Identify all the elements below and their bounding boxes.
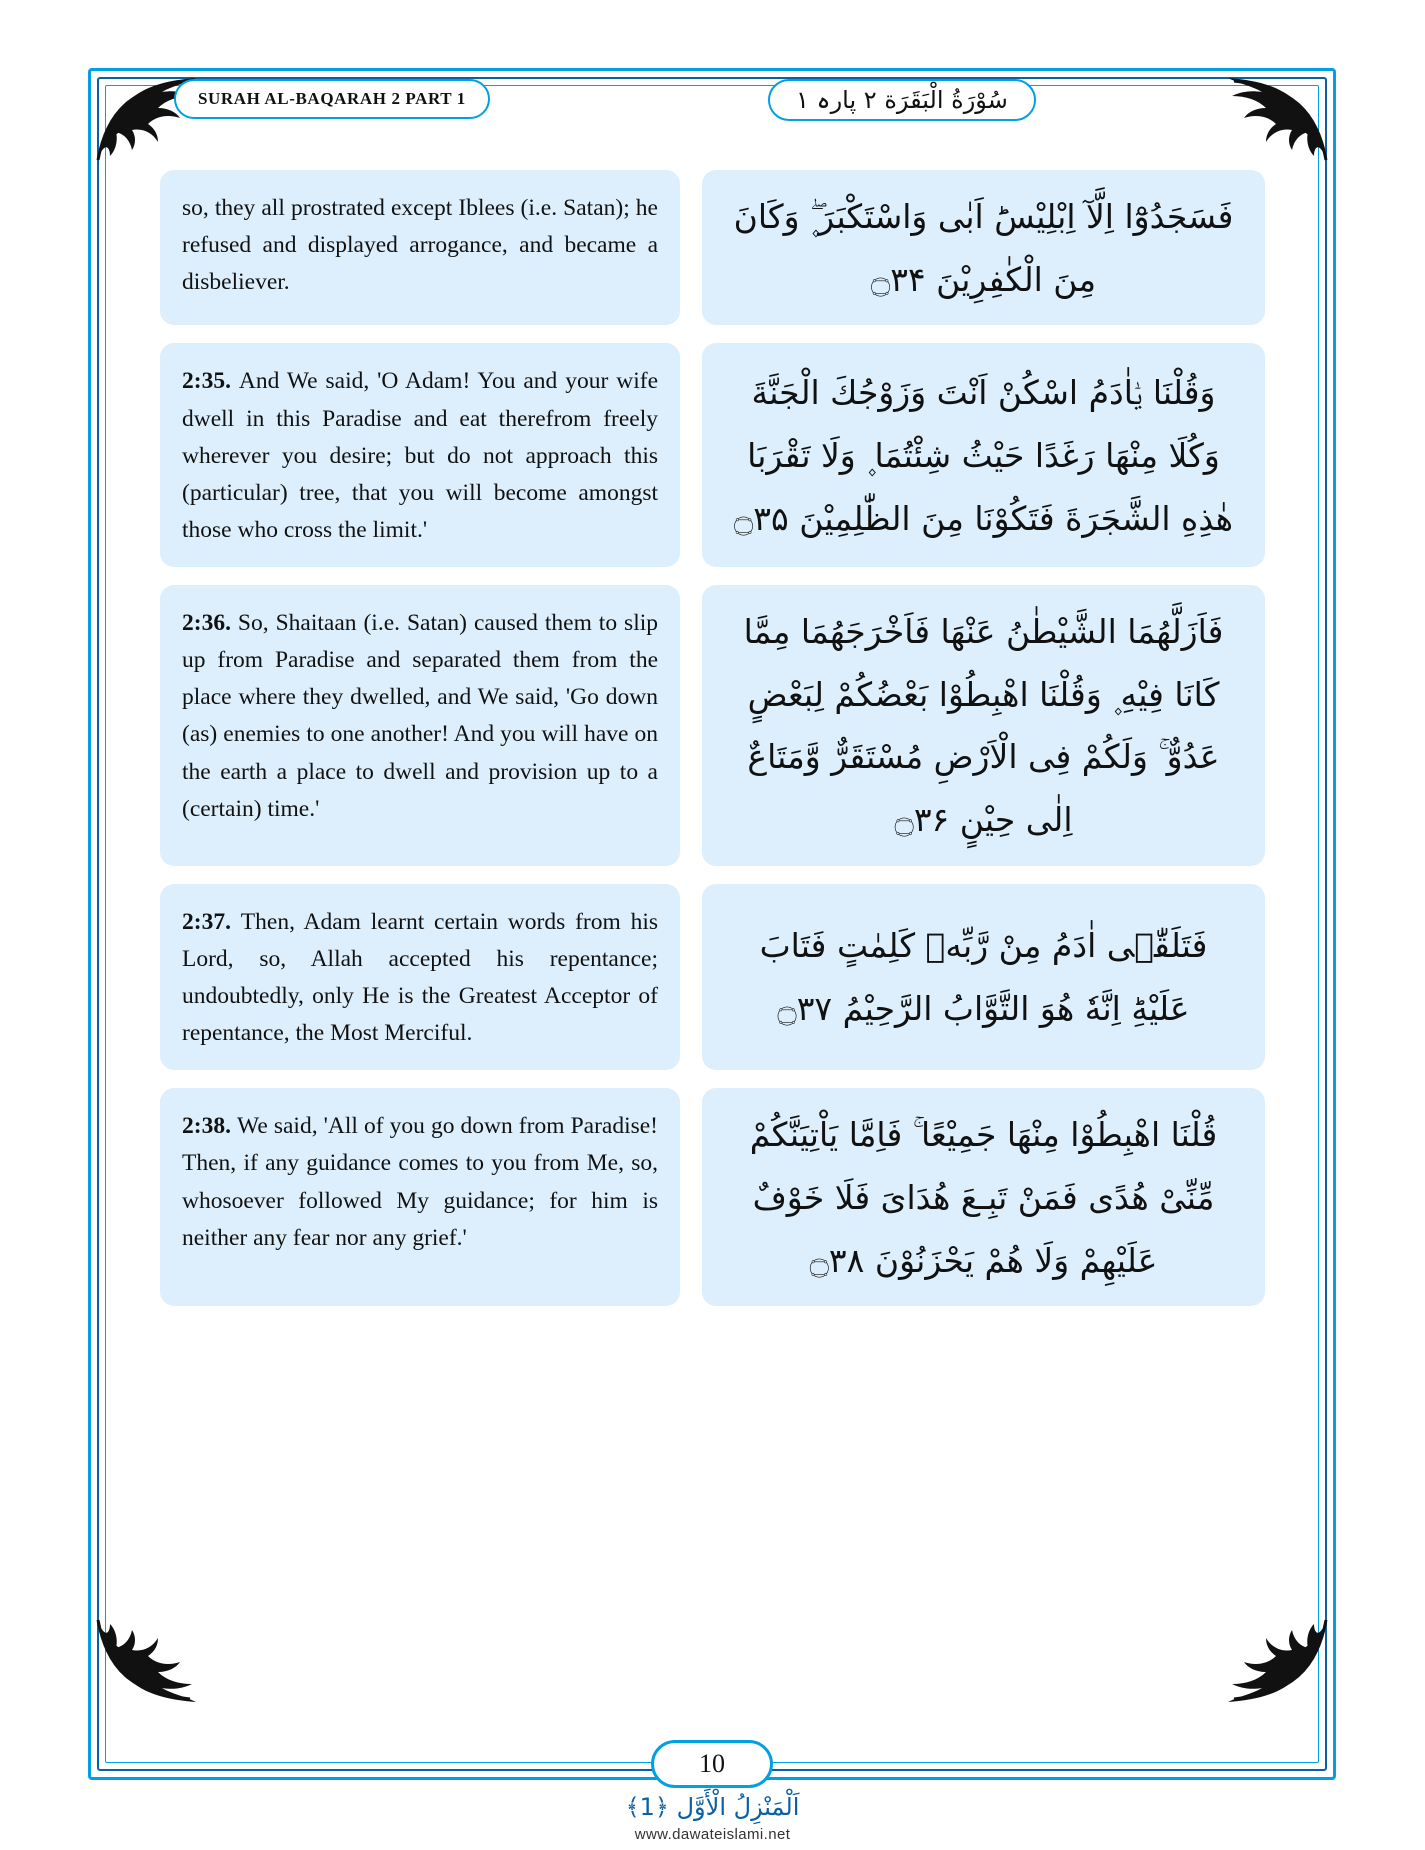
verse-translation-cell [160, 170, 680, 325]
verse-row [160, 343, 1265, 567]
verse-arabic-text: فَسَجَدُوْٓا اِلَّآ اِبْلِیْسَؕ اَبٰى وَاسْتَكْبَرَ ۪ۖ وَكَانَ مِنَ الْكٰفِرِیْنَ ۝۳۴ [733, 197, 1234, 299]
verse-translation-cell [160, 1088, 680, 1306]
verse-translation-text: Then, Adam learnt certain words from his Lord, so, Allah accepted his repentance; undoubtedly, only He is the Greatest Acceptor of repentance, the Most Merciful. [182, 908, 658, 1047]
verse-arabic-cell [702, 343, 1265, 567]
verse-arabic-text: فَاَزَلَّهُمَا الشَّیْطٰنُ عَنْهَا فَاَخْرَجَهُمَا مِمَّا كَانَا فِیْهِ ۪ وَقُلْنَا اهْبِطُوْا بَعْضُكُمْ لِبَعْضٍ عَدُوٌّ ۚ وَلَكُمْ فِی الْاَرْضِ مُسْتَقَرٌّ وَّمَتَاعٌ اِلٰى حِیْنٍ ۝۳۶ [743, 612, 1224, 840]
page-number-badge [651, 1740, 773, 1788]
verse-number-label: 2:36. [182, 610, 238, 636]
verse-translation-cell [160, 884, 680, 1071]
verse-row [160, 1088, 1265, 1306]
verse-arabic-cell [702, 170, 1265, 325]
verse-row [160, 884, 1265, 1071]
surah-title-tab-arabic [768, 79, 1036, 121]
page-number: 10 [699, 1749, 725, 1778]
verse-arabic-cell [702, 884, 1265, 1071]
verse-list [160, 170, 1265, 1306]
verse-translation-text: so, they all prostrated except Iblees (i.e. Satan); he refused and displayed arrogance, and became a disbeliever. [182, 195, 658, 296]
verse-arabic-text: قُلْنَا اهْبِطُوْا مِنْهَا جَمِیْعًا ۚ فَاِمَّا یَاْتِیَنَّكُمْ مِّنِّیْ هُدًى فَمَنْ تَبِـعَ هُدَاىَ فَلَا خَوْفٌ عَلَیْهِمْ وَلَا هُمْ یَحْزَنُوْنَ ۝۳۸ [749, 1115, 1218, 1280]
verse-number-label: 2:38. [182, 1113, 238, 1140]
verse-arabic-cell [702, 585, 1265, 866]
verse-arabic-text: وَقُلْنَا یٰۤاٰدَمُ اسْكُنْ اَنْتَ وَزَوْجُكَ الْجَنَّةَ وَكُلَا مِنْهَا رَغَدًا حَیْثُ شِئْتُمَا ۪ وَلَا تَقْرَبَا هٰذِهِ الشَّجَرَةَ فَتَكُوْنَا مِنَ الظّٰلِمِیْنَ ۝۳۵ [733, 373, 1234, 538]
verse-arabic-text: فَتَلَقّٰۤى اٰدَمُ مِنْ رَّبِّهٖ كَلِمٰتٍ فَتَابَ عَلَیْهِؕ اِنَّهٗ هُوَ التَّوَّابُ الرَّحِیْمُ ۝۳۷ [759, 926, 1208, 1028]
verse-row [160, 170, 1265, 325]
verse-translation-text: So, Shaitaan (i.e. Satan) caused them to slip up from Paradise and separated them from the place where they dwelled, and We said, 'Go down (as) enemies to one another! And you will have on the earth a place to dwell and provision up to a (certain) time.' [182, 610, 659, 822]
verse-translation-cell [160, 343, 680, 567]
verse-translation-text: We said, 'All of you go down from Paradise! Then, if any guidance comes to you from Me, so, whosoever followed My guidance; for him is neither any fear nor any grief.' [182, 1113, 659, 1251]
verse-number-label: 2:35. [182, 368, 239, 395]
verse-row [160, 585, 1265, 866]
surah-title-tab-english [174, 79, 490, 119]
manzil-label: اَلْمَنْزِلُ الْأَوَّل ﴿1﴾ [625, 1793, 800, 1821]
verse-number-label: 2:37. [182, 908, 241, 935]
surah-title-english: SURAH AL-BAQARAH 2 PART 1 [198, 89, 466, 108]
website-label: www.dawateislami.net [634, 1826, 791, 1843]
surah-title-arabic: سُوْرَةُ الْبَقَرَة ٢ پارہ ١ [796, 86, 1008, 114]
verse-arabic-cell [702, 1088, 1265, 1306]
verse-translation-text: And We said, 'O Adam! You and your wife dwell in this Paradise and eat therefrom freely wherever you desire; but do not approach this (particular) tree, that you will become amongst those who cross the limit.' [182, 368, 658, 543]
verse-translation-cell [160, 585, 680, 866]
